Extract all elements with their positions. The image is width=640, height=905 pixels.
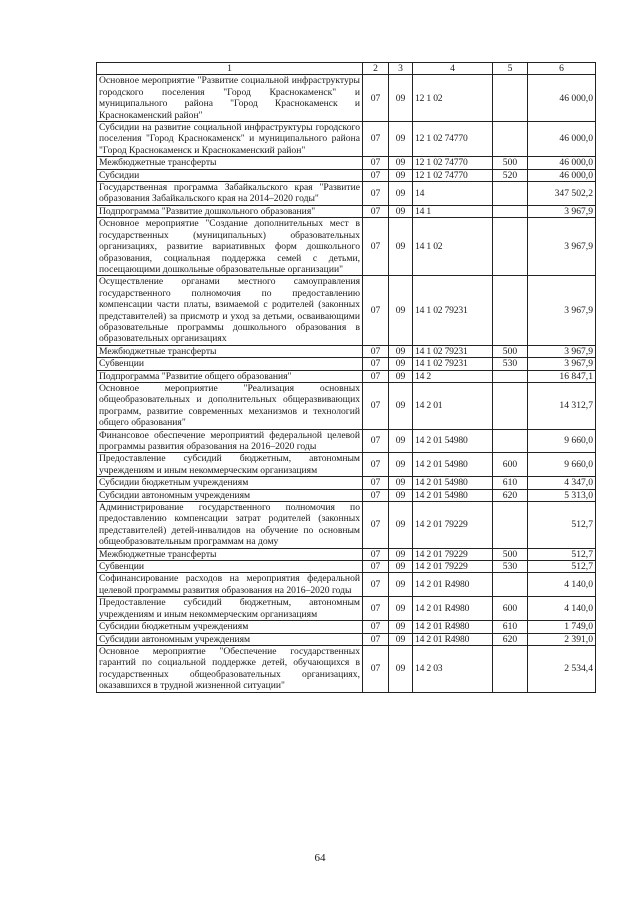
row-amount: 46 000,0 <box>528 75 596 122</box>
row-section: 07 <box>363 370 389 382</box>
row-name: Осуществление органами местного самоуправления государственного полномочия по предоставлению компенсации части платы, взимаемой с родителей (законных представителей) за присмотр и уход за детьми, осваивающими образовательные программы дошкольного образования в образовательных организациях <box>97 276 363 345</box>
row-name: Финансовое обеспечение мероприятий федеральной целевой программы развития образования на 2016–2020 годы <box>97 429 363 453</box>
row-subsection: 09 <box>389 382 413 429</box>
table-row <box>97 182 596 206</box>
row-expense-type <box>493 205 528 217</box>
row-section: 07 <box>363 645 389 692</box>
row-target-code: 14 1 02 79231 <box>413 358 493 370</box>
row-subsection: 09 <box>389 561 413 573</box>
row-target-code: 14 2 01 79229 <box>413 502 493 549</box>
row-section: 07 <box>363 489 389 501</box>
row-subsection: 09 <box>389 182 413 206</box>
row-target-code: 14 2 01 54980 <box>413 477 493 489</box>
row-subsection: 09 <box>389 621 413 633</box>
row-expense-type <box>493 370 528 382</box>
row-name: Субсидии автономным учреждениям <box>97 633 363 645</box>
row-amount: 3 967,9 <box>528 358 596 370</box>
row-expense-type: 600 <box>493 597 528 621</box>
row-expense-type <box>493 122 528 157</box>
row-name: Основное мероприятие "Обеспечение государственных гарантий по социальной поддержке детей, обучающихся в государственных общеобразовательных организациях, оказавшихся в трудной жизненной ситуации" <box>97 645 363 692</box>
row-section: 07 <box>363 157 389 169</box>
row-amount: 5 313,0 <box>528 489 596 501</box>
row-section: 07 <box>363 382 389 429</box>
table-row <box>97 573 596 597</box>
row-target-code: 14 2 01 54980 <box>413 489 493 501</box>
row-amount: 3 967,9 <box>528 205 596 217</box>
row-target-code: 14 1 02 <box>413 218 493 276</box>
row-subsection: 09 <box>389 358 413 370</box>
table-row <box>97 169 596 181</box>
row-expense-type: 610 <box>493 477 528 489</box>
row-name: Субсидии бюджетным учреждениям <box>97 621 363 633</box>
row-amount: 2 391,0 <box>528 633 596 645</box>
row-target-code: 14 2 01 R4980 <box>413 633 493 645</box>
row-section: 07 <box>363 182 389 206</box>
row-name: Софинансирование расходов на мероприятия федеральной целевой программы развития образования на 2016–2020 годы <box>97 573 363 597</box>
row-amount: 16 847,1 <box>528 370 596 382</box>
row-name: Субсидии автономным учреждениям <box>97 489 363 501</box>
row-section: 07 <box>363 205 389 217</box>
row-target-code: 14 2 01 R4980 <box>413 597 493 621</box>
row-target-code: 14 2 01 79229 <box>413 561 493 573</box>
row-section: 07 <box>363 358 389 370</box>
row-name: Субсидии <box>97 169 363 181</box>
row-amount: 4 140,0 <box>528 573 596 597</box>
row-amount: 4 140,0 <box>528 597 596 621</box>
row-subsection: 09 <box>389 633 413 645</box>
row-section: 07 <box>363 276 389 345</box>
row-target-code: 12 1 02 <box>413 75 493 122</box>
row-section: 07 <box>363 597 389 621</box>
row-expense-type: 620 <box>493 489 528 501</box>
row-expense-type <box>493 573 528 597</box>
row-target-code: 14 2 03 <box>413 645 493 692</box>
row-name: Субвенции <box>97 358 363 370</box>
table-row <box>97 218 596 276</box>
row-section: 07 <box>363 548 389 560</box>
row-target-code: 14 2 01 <box>413 382 493 429</box>
row-name: Субсидии бюджетным учреждениям <box>97 477 363 489</box>
table-row <box>97 621 596 633</box>
row-target-code: 12 1 02 74770 <box>413 157 493 169</box>
row-section: 07 <box>363 122 389 157</box>
table-row <box>97 597 596 621</box>
row-expense-type: 500 <box>493 345 528 357</box>
row-section: 07 <box>363 633 389 645</box>
row-section: 07 <box>363 561 389 573</box>
row-expense-type: 600 <box>493 453 528 477</box>
row-name: Межбюджетные трансферты <box>97 157 363 169</box>
row-amount: 2 534,4 <box>528 645 596 692</box>
row-expense-type: 620 <box>493 633 528 645</box>
row-amount: 3 967,9 <box>528 345 596 357</box>
table-row <box>97 489 596 501</box>
row-expense-type <box>493 382 528 429</box>
row-expense-type <box>493 502 528 549</box>
row-target-code: 14 2 01 54980 <box>413 453 493 477</box>
row-section: 07 <box>363 621 389 633</box>
row-amount: 9 660,0 <box>528 429 596 453</box>
header-col-1: 1 <box>97 63 363 75</box>
header-col-3: 3 <box>389 63 413 75</box>
row-expense-type <box>493 429 528 453</box>
row-target-code: 14 1 02 79231 <box>413 276 493 345</box>
page-number: 64 <box>314 852 326 864</box>
row-name: Основное мероприятие "Создание дополнительных мест в государственных (муниципальных) образовательных организациях, развитие вариативных форм дошкольного образования, социальная поддержка семей с детьми, посещающими дошкольные образовательные организации" <box>97 218 363 276</box>
row-target-code: 14 2 01 79229 <box>413 548 493 560</box>
row-subsection: 09 <box>389 218 413 276</box>
row-section: 07 <box>363 218 389 276</box>
table-row <box>97 382 596 429</box>
row-subsection: 09 <box>389 169 413 181</box>
row-subsection: 09 <box>389 573 413 597</box>
table-row <box>97 370 596 382</box>
row-target-code: 12 1 02 74770 <box>413 122 493 157</box>
row-name: Субвенции <box>97 561 363 573</box>
header-col-2: 2 <box>363 63 389 75</box>
row-subsection: 09 <box>389 477 413 489</box>
row-section: 07 <box>363 502 389 549</box>
row-subsection: 09 <box>389 548 413 560</box>
table-row <box>97 645 596 692</box>
row-section: 07 <box>363 573 389 597</box>
row-subsection: 09 <box>389 645 413 692</box>
row-expense-type <box>493 645 528 692</box>
row-expense-type <box>493 75 528 122</box>
row-subsection: 09 <box>389 370 413 382</box>
row-subsection: 09 <box>389 453 413 477</box>
table-header-row <box>97 63 596 75</box>
header-col-6: 6 <box>528 63 596 75</box>
budget-table-sheet <box>96 62 595 693</box>
row-name: Подпрограмма "Развитие общего образования" <box>97 370 363 382</box>
row-expense-type <box>493 182 528 206</box>
row-amount: 1 749,0 <box>528 621 596 633</box>
table-row <box>97 561 596 573</box>
row-subsection: 09 <box>389 122 413 157</box>
row-section: 07 <box>363 75 389 122</box>
row-subsection: 09 <box>389 489 413 501</box>
table-row <box>97 345 596 357</box>
row-amount: 3 967,9 <box>528 276 596 345</box>
row-expense-type: 520 <box>493 169 528 181</box>
row-amount: 512,7 <box>528 502 596 549</box>
row-name: Государственная программа Забайкальского края "Развитие образования Забайкальского края на 2014–2020 годы" <box>97 182 363 206</box>
table-row <box>97 358 596 370</box>
row-name: Субсидии на развитие социальной инфраструктуры городского поселения "Город Краснокаменск" и муниципального района "Город Краснокаменск и Краснокаменский район" <box>97 122 363 157</box>
header-col-5: 5 <box>493 63 528 75</box>
row-amount: 9 660,0 <box>528 453 596 477</box>
table-row <box>97 429 596 453</box>
row-name: Основное мероприятие "Развитие социальной инфраструктуры городского поселения "Город Краснокаменск" и муниципального района "Город Краснокаменск и Краснокаменский район" <box>97 75 363 122</box>
row-subsection: 09 <box>389 597 413 621</box>
row-target-code: 14 2 01 R4980 <box>413 573 493 597</box>
table-row <box>97 276 596 345</box>
row-expense-type: 500 <box>493 157 528 169</box>
row-amount: 46 000,0 <box>528 169 596 181</box>
row-name: Предоставление субсидий бюджетным, автономным учреждениям и иным некоммерческим организациям <box>97 597 363 621</box>
row-subsection: 09 <box>389 345 413 357</box>
row-amount: 512,7 <box>528 548 596 560</box>
row-name: Межбюджетные трансферты <box>97 548 363 560</box>
row-name: Межбюджетные трансферты <box>97 345 363 357</box>
row-section: 07 <box>363 453 389 477</box>
row-subsection: 09 <box>389 157 413 169</box>
table-row <box>97 453 596 477</box>
row-target-code: 14 1 02 79231 <box>413 345 493 357</box>
table-row <box>97 75 596 122</box>
row-section: 07 <box>363 429 389 453</box>
row-amount: 4 347,0 <box>528 477 596 489</box>
row-target-code: 14 2 <box>413 370 493 382</box>
row-subsection: 09 <box>389 205 413 217</box>
row-amount: 512,7 <box>528 561 596 573</box>
row-target-code: 14 2 01 54980 <box>413 429 493 453</box>
row-subsection: 09 <box>389 502 413 549</box>
row-subsection: 09 <box>389 276 413 345</box>
table-row <box>97 548 596 560</box>
table-row <box>97 122 596 157</box>
row-target-code: 14 <box>413 182 493 206</box>
row-subsection: 09 <box>389 75 413 122</box>
row-amount: 46 000,0 <box>528 157 596 169</box>
row-amount: 46 000,0 <box>528 122 596 157</box>
row-expense-type <box>493 218 528 276</box>
row-expense-type <box>493 276 528 345</box>
row-target-code: 14 1 <box>413 205 493 217</box>
row-section: 07 <box>363 169 389 181</box>
row-amount: 3 967,9 <box>528 218 596 276</box>
row-expense-type: 530 <box>493 561 528 573</box>
row-section: 07 <box>363 477 389 489</box>
row-amount: 14 312,7 <box>528 382 596 429</box>
row-expense-type: 610 <box>493 621 528 633</box>
row-expense-type: 530 <box>493 358 528 370</box>
table-row <box>97 477 596 489</box>
row-section: 07 <box>363 345 389 357</box>
row-target-code: 14 2 01 R4980 <box>413 621 493 633</box>
header-col-4: 4 <box>413 63 493 75</box>
row-expense-type: 500 <box>493 548 528 560</box>
row-amount: 347 502,2 <box>528 182 596 206</box>
row-name: Администрирование государственного полномочия по предоставлению компенсации затрат родителей (законных представителей) детей-инвалидов на обучение по основным общеобразовательным программам на дому <box>97 502 363 549</box>
row-name: Подпрограмма "Развитие дошкольного образования" <box>97 205 363 217</box>
budget-table <box>96 62 596 693</box>
row-name: Основное мероприятие "Реализация основных общеобразовательных и дополнительных общеразвивающих программ, развитие современных механизмов и технологий общего образования" <box>97 382 363 429</box>
row-subsection: 09 <box>389 429 413 453</box>
table-row <box>97 633 596 645</box>
row-name: Предоставление субсидий бюджетным, автономным учреждениям и иным некоммерческим организациям <box>97 453 363 477</box>
table-row <box>97 205 596 217</box>
row-target-code: 12 1 02 74770 <box>413 169 493 181</box>
table-row <box>97 502 596 549</box>
table-row <box>97 157 596 169</box>
